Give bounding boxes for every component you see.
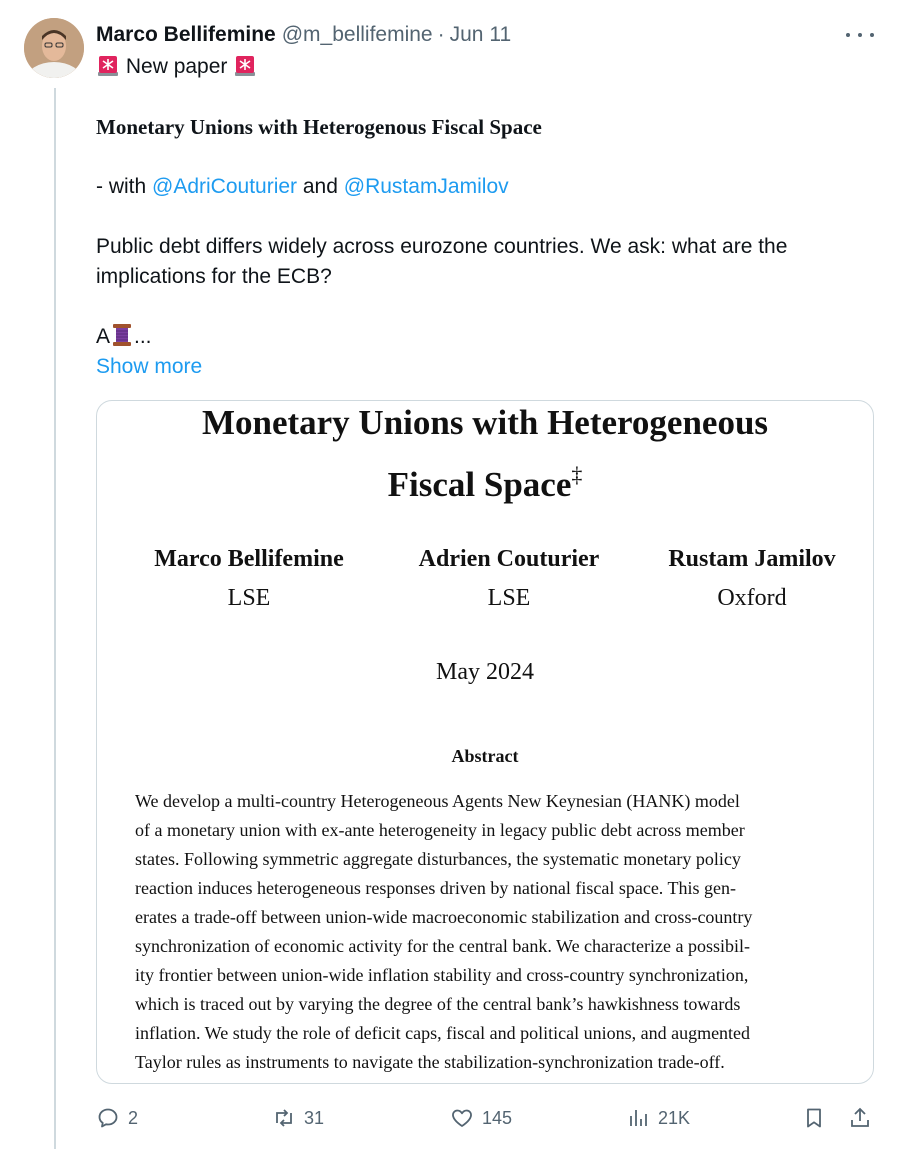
mention-rustamjamilov[interactable]: @RustamJamilov — [343, 175, 509, 198]
abstract-line: which is traced out by varying the degree of the central bank’s hawkishness towards — [135, 994, 741, 1014]
author-affiliation: LSE — [227, 585, 271, 611]
paper-author — [632, 544, 872, 613]
paper-date: May 2024 — [436, 659, 534, 685]
abstract-line: synchronization of economic activity for the central bank. We characterize a possibil- — [135, 936, 750, 956]
like-count: 145 — [482, 1107, 513, 1128]
bookmark-icon — [802, 1106, 826, 1130]
attached-image[interactable] — [96, 400, 874, 1084]
more-dot-icon — [846, 33, 850, 37]
reply-count: 2 — [128, 1107, 139, 1128]
paper-author — [129, 544, 369, 613]
like-button[interactable] — [450, 1098, 512, 1138]
author-affiliation: Oxford — [717, 585, 787, 611]
rotating-light-icon — [96, 54, 120, 76]
thread-line-text — [96, 322, 152, 352]
author-name[interactable]: Marco Bellifemine — [96, 23, 276, 46]
author-affiliation: LSE — [487, 585, 531, 611]
tweet-actions — [96, 1098, 876, 1138]
paper-title-line-1: Monetary Unions with Heterogeneous — [201, 403, 769, 442]
coauthors-line — [96, 172, 509, 202]
more-dot-icon — [870, 33, 874, 37]
author-name: Rustam Jamilov — [668, 546, 836, 572]
repost-icon — [272, 1106, 296, 1130]
avatar[interactable] — [24, 18, 84, 78]
thread-line — [54, 88, 56, 1149]
abstract-line: states. Following symmetric aggregate disturbances, the systematic monetary policy — [135, 849, 741, 869]
abstract-line: ity frontier between union-wide inflation stability and cross-country synchronization, — [135, 965, 749, 985]
repost-button[interactable] — [272, 1098, 324, 1138]
abstract-line: of a monetary union with ex-ante heterogeneity in legacy public debt across member — [135, 820, 745, 840]
reply-button[interactable] — [96, 1098, 138, 1138]
more-dot-icon — [858, 33, 862, 37]
body-line-2: implications for the ECB? — [96, 265, 332, 288]
abstract-line: erates a trade-off between union-wide macroeconomic stabilization and cross-country — [135, 907, 753, 927]
show-more-link[interactable]: Show more — [96, 355, 203, 378]
views-icon — [626, 1106, 650, 1130]
separator-dot: · — [437, 23, 445, 46]
new-paper-text: New paper — [125, 55, 228, 78]
rotating-light-icon — [233, 54, 257, 76]
repost-count: 31 — [304, 1107, 325, 1128]
paper-title-line-2-text: Fiscal Space — [387, 465, 572, 504]
tweet-header — [96, 21, 511, 49]
abstract-line: inflation. We study the role of deficit caps, fiscal and political unions, and augmented — [135, 1023, 751, 1043]
mention-adricouturier[interactable]: @AdriCouturier — [152, 175, 298, 198]
paper-title-line-2 — [97, 448, 873, 512]
spool-of-thread-icon — [111, 323, 133, 347]
share-icon — [848, 1106, 872, 1130]
more-options-button[interactable] — [846, 25, 874, 45]
views-button[interactable] — [626, 1098, 690, 1138]
heart-icon — [450, 1106, 474, 1130]
paper-author — [389, 544, 629, 613]
author-name: Marco Bellifemine — [154, 546, 344, 572]
thread-suffix: ... — [134, 325, 152, 348]
abstract-line: We develop a multi-country Heterogeneous Agents New Keynesian (HANK) model — [135, 791, 740, 811]
new-paper-line — [96, 52, 257, 82]
body-line-1: Public debt differs widely across eurozone countries. We ask: what are the — [96, 235, 788, 258]
paper-page — [97, 401, 873, 1083]
paper-title-text: Monetary Unions with Heterogenous Fiscal Space — [96, 115, 542, 139]
thread-prefix: A — [96, 325, 111, 348]
title-footnote-mark: ‡ — [571, 462, 583, 487]
reply-icon — [96, 1106, 120, 1130]
views-count: 21K — [658, 1107, 691, 1128]
with-text: - with — [96, 175, 153, 198]
abstract-heading: Abstract — [451, 746, 519, 766]
abstract-body — [135, 787, 851, 1077]
and-text: and — [297, 175, 344, 198]
author-handle[interactable]: @m_bellifemine — [281, 23, 433, 46]
author-name: Adrien Couturier — [418, 546, 600, 572]
abstract-line: reaction induces heterogeneous responses driven by national fiscal space. This gen- — [135, 878, 736, 898]
share-button[interactable] — [848, 1098, 872, 1138]
tweet-date[interactable]: Jun 11 — [449, 23, 512, 46]
abstract-line: Taylor rules as instruments to navigate the stabilization-synchronization trade-off. — [135, 1052, 725, 1072]
bookmark-button[interactable] — [802, 1098, 826, 1138]
